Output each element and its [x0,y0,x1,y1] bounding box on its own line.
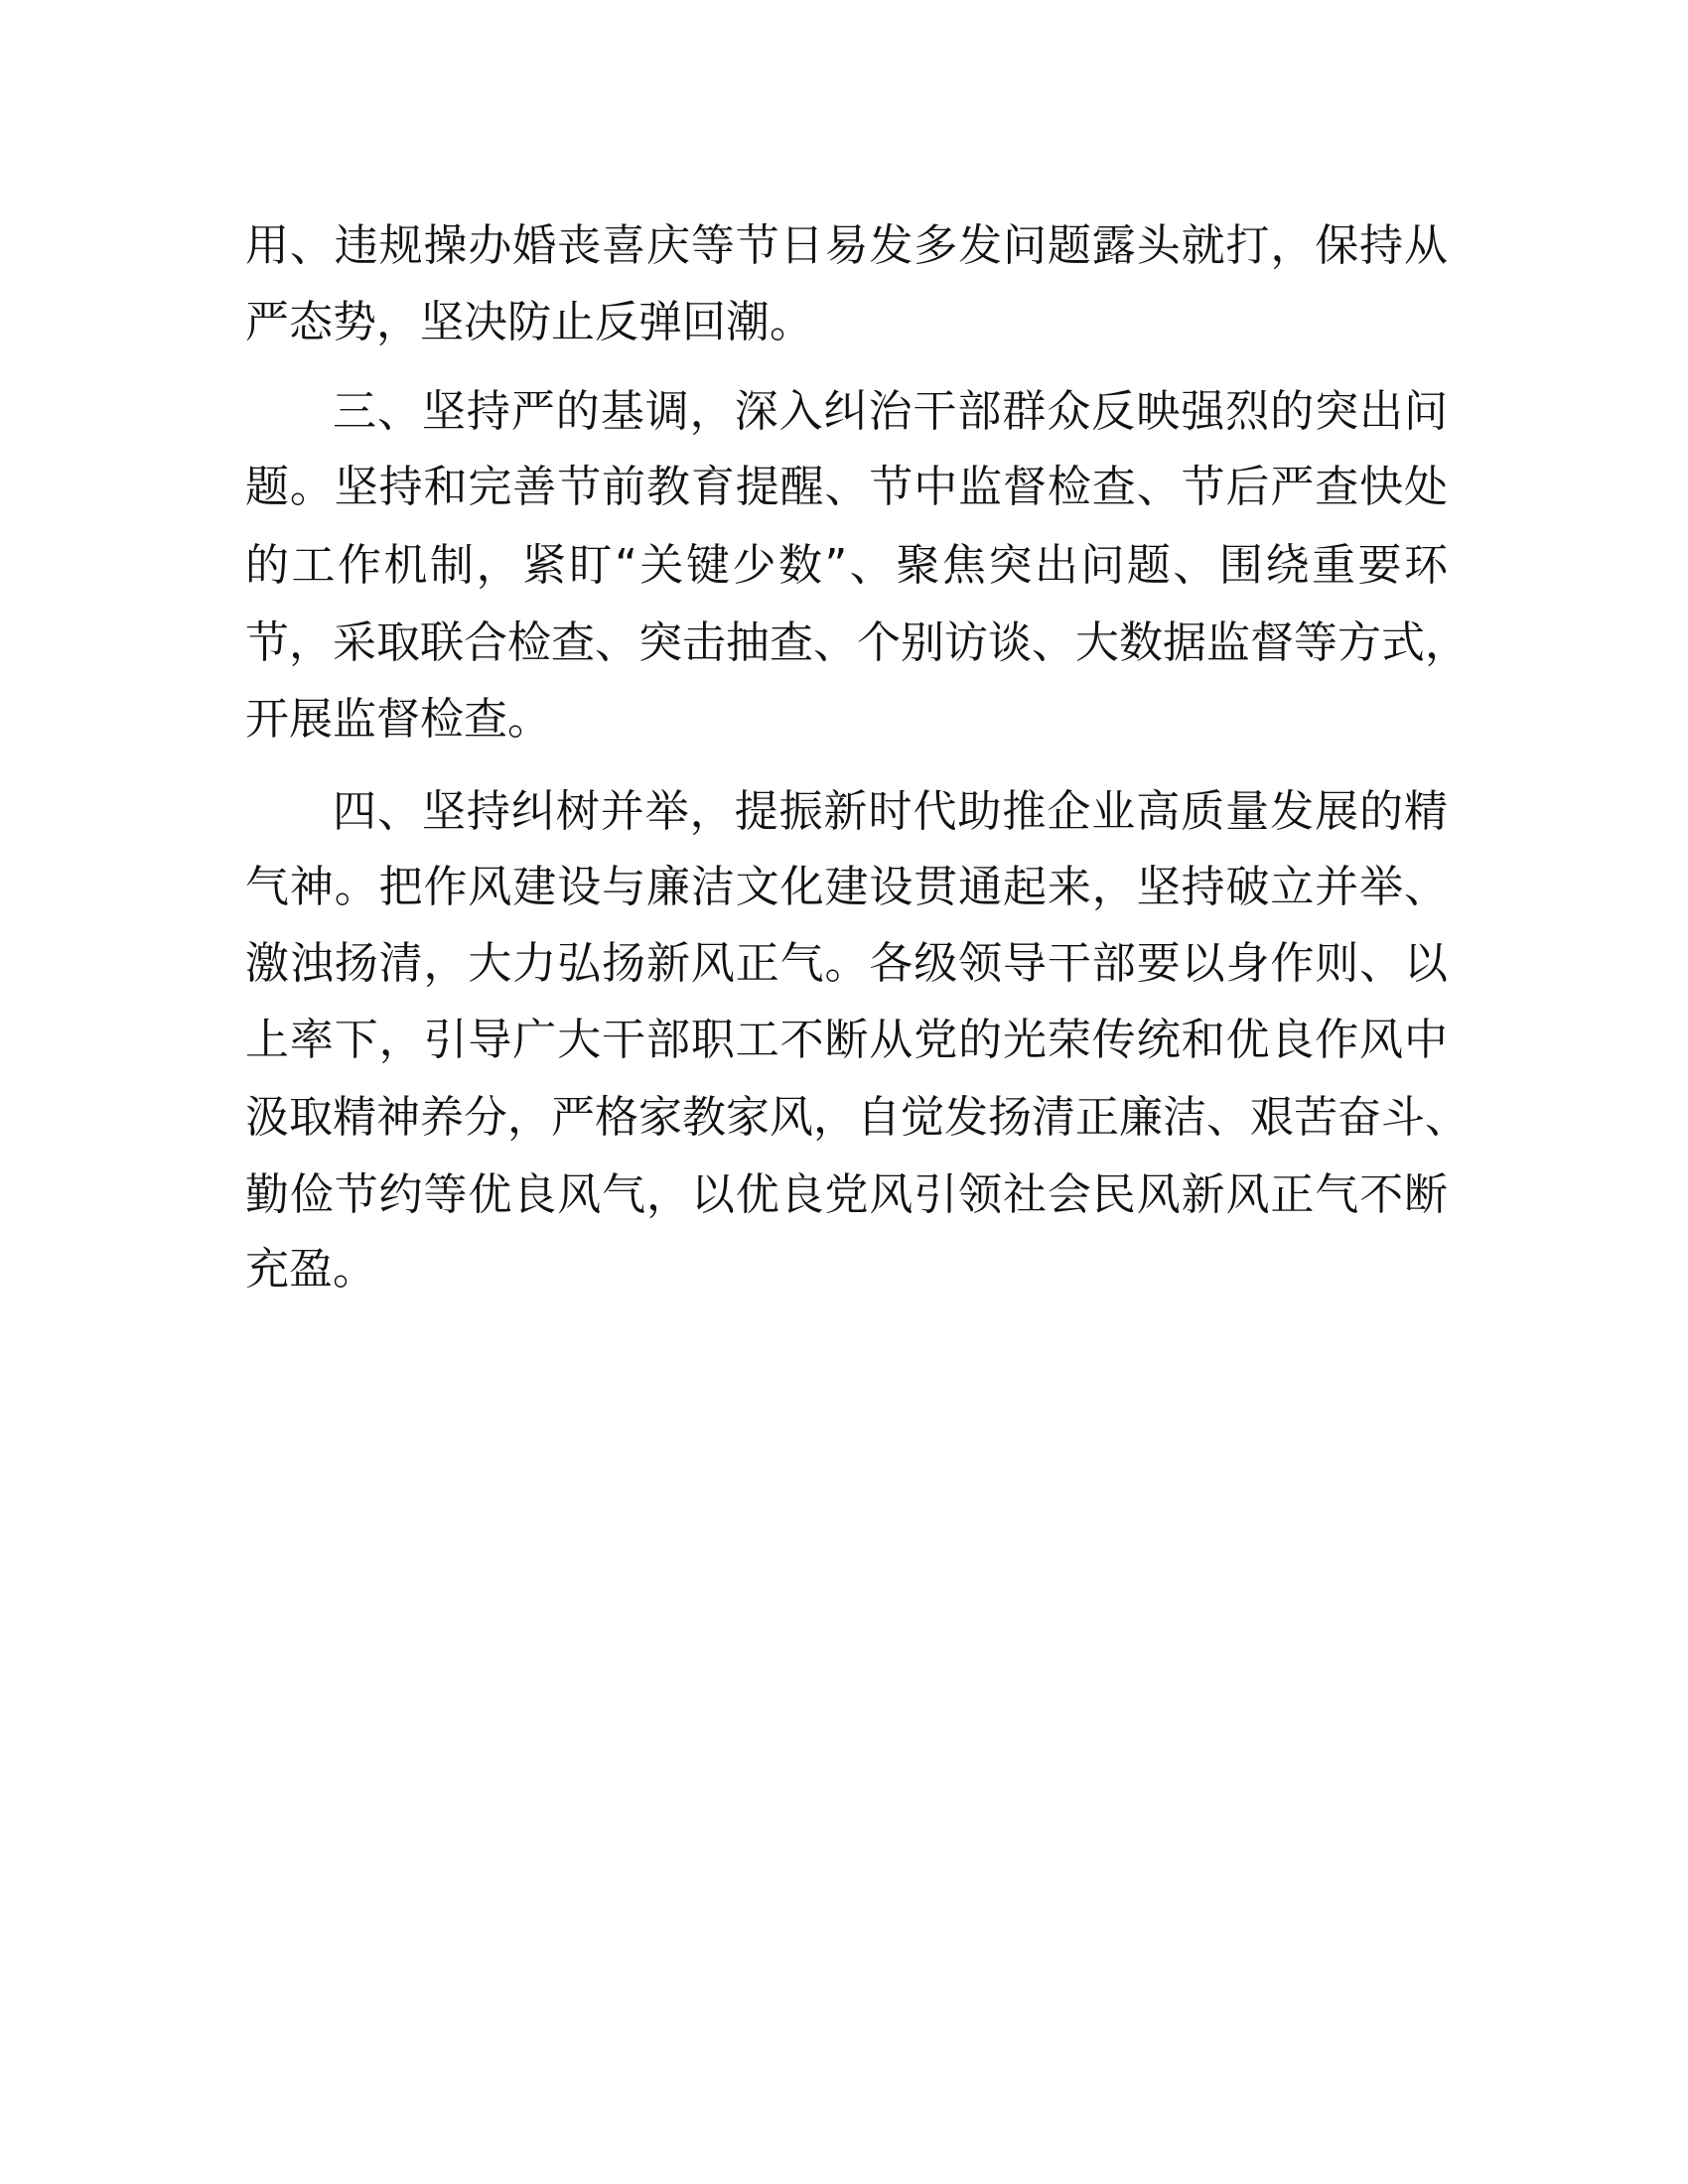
text-line: 开展监督检查。 [245,694,551,745]
text-line: 激浊扬清，大力弘扬新风正气。各级领导干部要以身作则、以 [245,938,1448,989]
text-line: 汲取精神养分，严格家教家风，自觉发扬清正廉洁、艰苦奋斗、 [245,1092,1469,1143]
text-line: 用、违规操办婚丧喜庆等节日易发多发问题露头就打，保持从 [245,220,1448,271]
text-line: 气神。把作风建设与廉洁文化建设贯通起来，坚持破立并举、 [245,862,1448,912]
text-line: 严态势，坚决防止反弹回潮。 [245,297,813,347]
section-heading-line: 三、坚持严的基调，深入纠治干部群众反映强烈的突出问 [333,386,1448,437]
text-line: 上率下，引导广大干部职工不断从党的光荣传统和优良作风中 [245,1015,1448,1065]
text-line: 的工作机制，紧盯“关键少数”、聚焦突出问题、围绕重要环 [245,540,1448,591]
section-heading-line: 四、坚持纠树并举，提振新时代助推企业高质量发展的精 [333,786,1448,837]
text-line: 勤俭节约等优良风气，以优良党风引领社会民风新风正气不断 [245,1169,1448,1220]
text-line: 题。坚持和完善节前教育提醒、节中监督检查、节后严查快处 [245,462,1448,512]
text-line: 节，采取联合检查、突击抽查、个别访谈、大数据监督等方式， [245,617,1469,668]
text-line: 充盈。 [245,1244,376,1295]
